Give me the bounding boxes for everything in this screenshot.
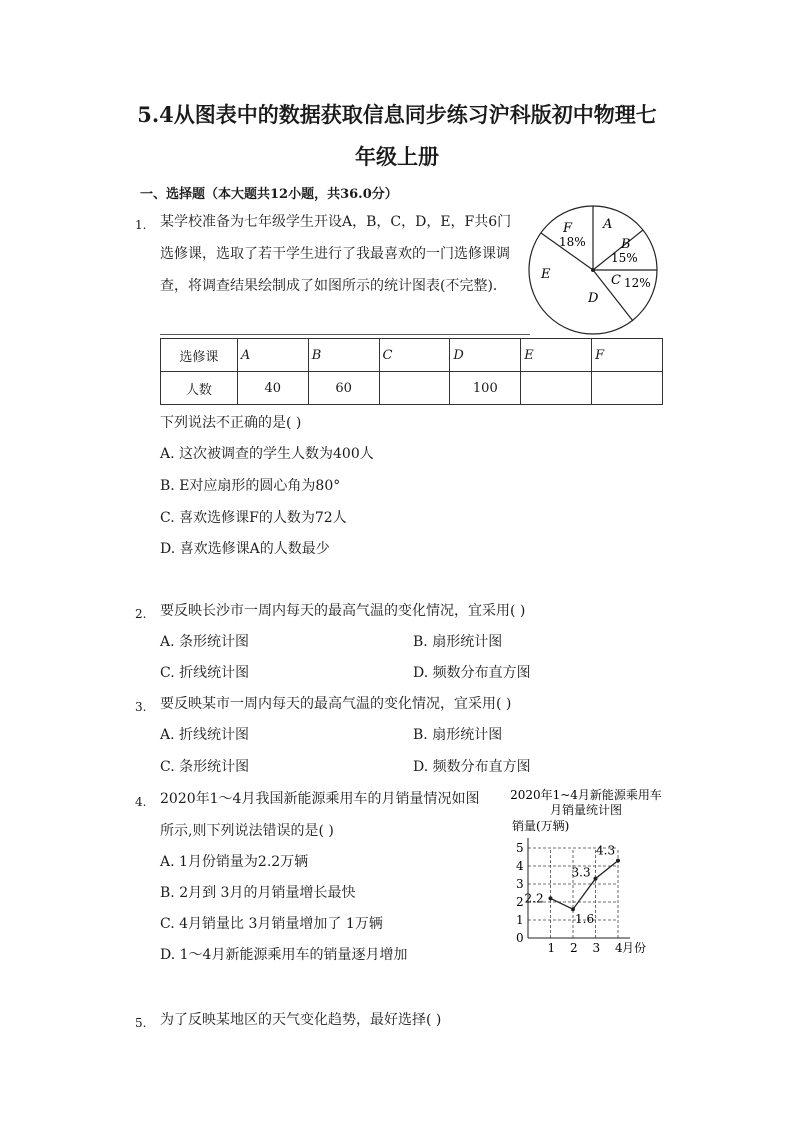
q1-line3: 查，将调查结果绘制成了如图所示的统计图表(不完整)．	[160, 278, 507, 294]
q3-option-b: B. 扇形统计图	[413, 727, 503, 743]
q4-option-c: C. 4月销量比 3月销量增加了 1万辆	[160, 916, 383, 932]
pie-pct-f: 18%	[559, 235, 586, 249]
chart-data-label: 2.2	[524, 891, 544, 906]
chart-y-tick: 4	[516, 859, 524, 873]
chart-y-tick: 0	[516, 931, 524, 945]
chart-data-label: 3.3	[571, 865, 591, 880]
q2-option-c: C. 折线统计图	[160, 665, 250, 681]
q4-line2: 所示,则下列说法错误的是( )	[160, 823, 334, 839]
chart-y-tick: 1	[516, 913, 524, 927]
q1-number: 1.	[135, 218, 147, 232]
table-header-cell: A	[237, 339, 308, 372]
q4-number: 4.	[135, 795, 147, 809]
q2-option-d: D. 频数分布直方图	[413, 665, 531, 681]
chart-title: 2020年1~4月新能源乘用车	[510, 788, 662, 802]
table-header-cell: B	[308, 339, 379, 372]
q3-number: 3.	[135, 700, 147, 714]
q1-option-b: B. E对应扇形的圆心角为80°	[160, 478, 341, 494]
table-header-cell: 选修课	[161, 339, 238, 372]
q2-option-a: A. 条形统计图	[160, 634, 250, 650]
page-title-line2: 年级上册	[355, 144, 439, 169]
page-title-line1: 5.4从图表中的数据获取信息同步练习沪科版初中物理七	[137, 102, 657, 127]
chart-point	[616, 859, 620, 863]
table-header-row	[161, 339, 663, 372]
table-cell	[521, 372, 592, 405]
table-header-cell: C	[379, 339, 450, 372]
table-cell: 100	[450, 372, 521, 405]
q1-table	[160, 338, 663, 405]
q3-stem: 要反映某市一周内每天的最高气温的变化情况，宜采用( )	[160, 696, 512, 712]
q1-stem: 下列说法不正确的是( )	[160, 415, 302, 431]
chart-y-tick: 2	[516, 895, 524, 909]
q5-number: 5.	[135, 1016, 147, 1030]
chart-y-label: 销量(万辆)	[512, 819, 570, 833]
chart-y-tick: 5	[516, 841, 524, 855]
pie-label-b: B	[621, 237, 631, 252]
q3-option-a: A. 折线统计图	[160, 727, 250, 743]
chart-x-tick: 1	[547, 941, 556, 955]
q1-line2: 选修课，选取了若干学生进行了我最喜欢的一门选修课调	[160, 246, 510, 262]
q1-option-d: D. 喜欢选修课A的人数最少	[160, 541, 330, 557]
q3-option-d: D. 频数分布直方图	[413, 759, 531, 775]
pie-label-a: A	[603, 217, 613, 232]
chart-plot-area	[516, 838, 630, 955]
table-cell: 40	[237, 372, 308, 405]
chart-x-label: 月份	[622, 941, 647, 955]
q2-option-b: B. 扇形统计图	[413, 634, 503, 650]
chart-point	[571, 907, 575, 911]
q1-line1: 某学校准备为七年级学生开设A，B，C，D，E，F共6门	[160, 214, 512, 230]
q1-pie-chart	[525, 200, 665, 340]
q4-option-a: A. 1月份销量为2.2万辆	[160, 854, 309, 870]
chart-x-tick: 3	[592, 941, 601, 955]
q1-option-c: C. 喜欢选修课F的人数为72人	[160, 510, 347, 526]
pie-label-e: E	[541, 267, 551, 282]
chart-point	[549, 896, 553, 900]
q4-line1: 2020年1～4月我国新能源乘用车的月销量情况如图	[160, 791, 480, 807]
table-cell	[379, 372, 450, 405]
pie-label-c: C	[611, 273, 621, 288]
pie-pct-b: 15%	[611, 251, 638, 265]
chart-x-tick: 4	[615, 941, 623, 955]
q5-stem: 为了反映某地区的天气变化趋势，最好选择( )	[160, 1012, 442, 1028]
q4-option-b: B. 2月到 3月的月销量增长最快	[160, 885, 356, 901]
chart-data-label: 4.3	[596, 843, 616, 858]
pie-label-f: F	[563, 221, 573, 236]
chart-y-tick: 3	[516, 877, 524, 891]
q4-option-d: D. 1～4月新能源乘用车的销量逐月增加	[160, 947, 408, 963]
table-header-cell: E	[521, 339, 592, 372]
q3-option-c: C. 条形统计图	[160, 759, 250, 775]
q1-option-a: A. 这次被调查的学生人数为400人	[160, 446, 374, 462]
q4-line-chart	[490, 784, 670, 964]
table-top-rule	[160, 334, 530, 335]
q2-stem: 要反映长沙市一周内每天的最高气温的变化情况，宜采用( )	[160, 603, 526, 619]
table-cell: 60	[308, 372, 379, 405]
table-header-cell: D	[450, 339, 521, 372]
chart-point	[594, 877, 598, 881]
table-header-cell: F	[592, 339, 663, 372]
table-cell	[592, 372, 663, 405]
chart-subtitle: 月销量统计图	[549, 803, 623, 817]
pie-label-d: D	[588, 291, 599, 306]
q2-number: 2.	[135, 607, 147, 621]
pie-pct-c: 12%	[624, 276, 651, 290]
table-row	[161, 372, 663, 405]
chart-data-label: 1.6	[575, 912, 595, 927]
table-cell: 人数	[161, 372, 238, 405]
chart-x-tick: 2	[570, 941, 578, 955]
section-header: 一、选择题（本大题共12小题，共36.0分）	[140, 187, 398, 202]
